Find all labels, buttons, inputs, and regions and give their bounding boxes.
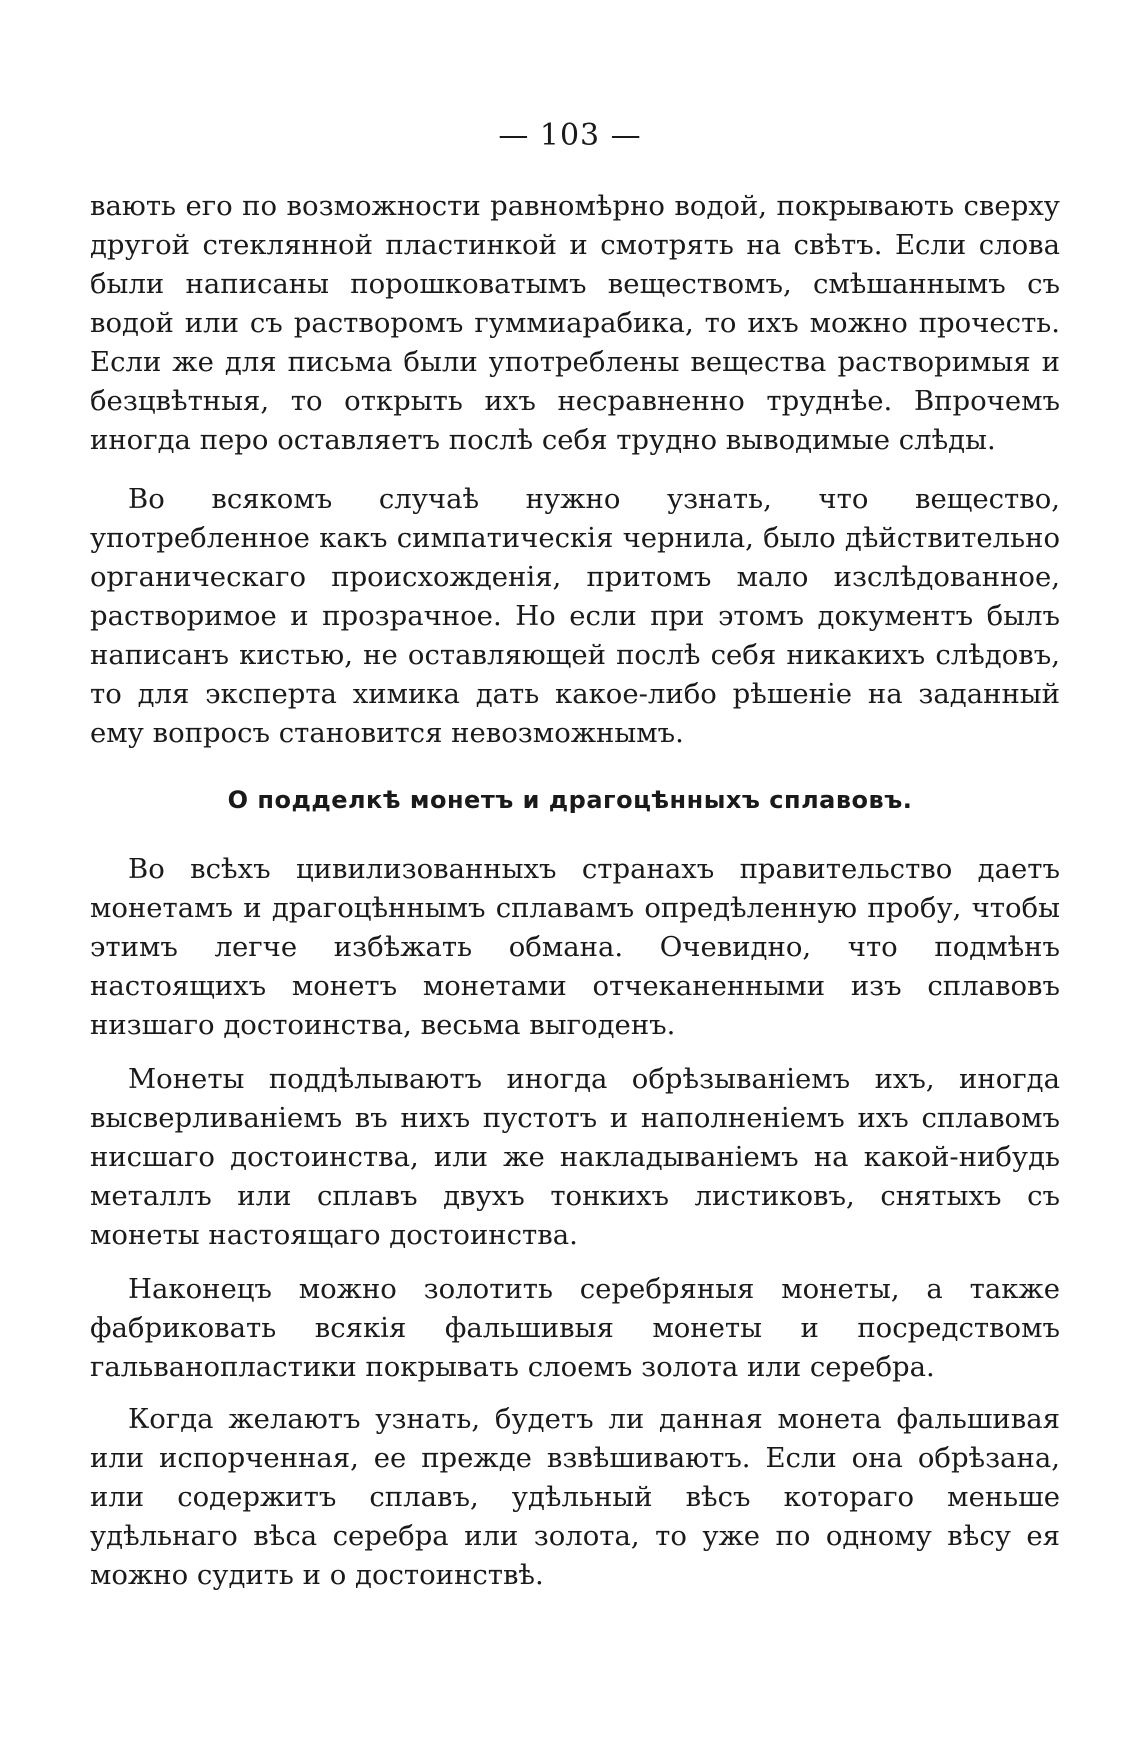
paragraph-6: Когда желаютъ узнать, будетъ ли данная монета фальшивая или испорченная, ее прежде взвѣшиваютъ. Если она обрѣзана, или содержитъ сплавъ, удѣльный вѣсъ котораго меньше удѣльнаго вѣса серебра или золота, то уже по одному вѣсу ея можно судить и о достоинствѣ. bbox=[90, 1403, 1060, 1591]
paragraph-block bbox=[90, 1400, 1060, 1595]
paragraph-2: Во всякомъ случаѣ нужно узнать, что вещество, употребленное какъ симпатическія чернила, было дѣйствительно органическаго происхожденія, притомъ мало изслѣдованное, растворимое и прозрачное. Но если при этомъ документъ былъ написанъ кистью, не оставляющей послѣ себя никакихъ слѣдовъ, то для эксперта химика дать какое-либо рѣшеніе на заданный ему вопросъ становится невозможнымъ. bbox=[90, 483, 1060, 749]
section-heading: О подделкѣ монетъ и драгоцѣнныхъ сплавовъ. bbox=[227, 786, 913, 814]
paragraph-3: Во всѣхъ цивилизованныхъ странахъ правительство даетъ монетамъ и драгоцѣннымъ сплавамъ опредѣленную пробу, чтобы этимъ легче избѣжать обмана. Очевидно, что подмѣнъ настоящихъ монетъ монетами отчеканенными изъ сплавовъ низшаго достоинства, весьма выгоденъ. bbox=[90, 853, 1060, 1041]
paragraph-1: вають его по возможности равномѣрно водой, покрывають сверху другой стеклянной пластинкой и смотрять на свѣтъ. Если слова были написаны порошковатымъ веществомъ, смѣшаннымъ съ водой или съ растворомъ гуммиарабика, то ихъ можно прочесть. Если же для письма были употреблены вещества растворимыя и безцвѣтныя, то открыть ихъ несравненно труднѣе. Впрочемъ иногда перо оставляетъ послѣ себя трудно выводимые слѣды. bbox=[90, 190, 1060, 456]
paragraph-block bbox=[90, 1060, 1060, 1255]
paragraph-block bbox=[90, 1270, 1060, 1387]
paragraph-4: Монеты поддѣлываютъ иногда обрѣзываніемъ ихъ, иногда высверливаніемъ въ нихъ пустотъ и наполненіемъ ихъ сплавомъ нисшаго достоинства, или же накладываніемъ на какой-нибудь металлъ или сплавъ двухъ тонкихъ листиковъ, снятыхъ съ монеты настоящаго достоинства. bbox=[90, 1063, 1060, 1251]
paragraph-block bbox=[90, 480, 1060, 753]
paragraph-continued bbox=[90, 187, 1060, 460]
page-number: — 103 — bbox=[498, 118, 642, 153]
paragraph-5: Наконецъ можно золотить серебряныя монеты, а также фабриковать всякія фальшивыя монеты и посредствомъ гальванопластики покрывать слоемъ золота или серебра. bbox=[90, 1273, 1060, 1383]
paragraph-block bbox=[90, 850, 1060, 1045]
